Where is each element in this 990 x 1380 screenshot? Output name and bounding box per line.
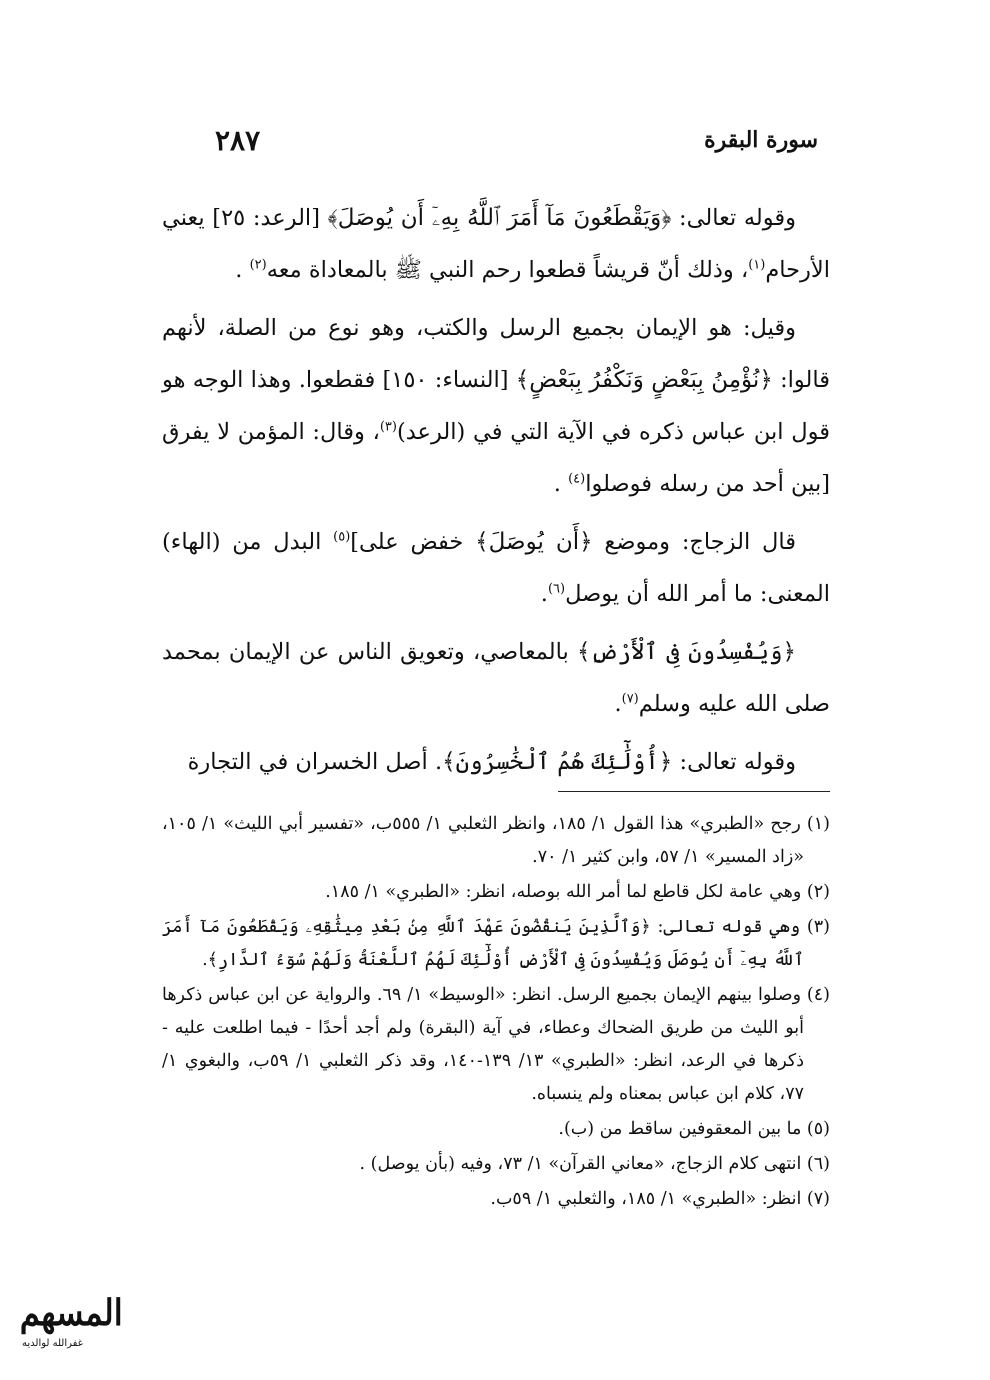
quran-verse: ﴿أُوْلَٰٓئِكَ هُمُ ٱلْخَٰسِرُونَ﴾ [442,749,673,775]
footnote-7: (٧) انظر: «الطبري» ١/ ١٨٥، والثعلبي ١/ ٥٩ب. [490,1189,830,1209]
watermark-logo [8,1292,168,1360]
footnote-divider [558,791,830,792]
paragraph-3 [162,516,830,620]
footnote-ref: (١) [748,257,766,273]
paragraph-5 [162,736,830,788]
text-run: وقوله تعالى: [672,749,796,775]
logo-subtext: غفرالله لوالديه [22,1338,83,1349]
footnote-5: (٥) ما بين المعقوفين ساقط من (ب). [558,1119,830,1139]
paragraph-2 [162,302,830,510]
footnote-ref: (٢) [249,257,267,273]
footnote-ref: (٤) [568,471,586,487]
text-run: البدل من (الهاء) المعنى: ما أمر الله أن يوصل [162,529,830,607]
footnote-1: (١) رجح «الطبري» هذا القول ١/ ١٨٥، وانظر الثعلبي ١/ ٥٥٥ب، «تفسير أبي الليث» ١/ ١٠٥، «زاد المسير» ١/ ٥٧، وابن كثير ١/ ٧٠. [162,814,830,867]
text-run: خفض على] [350,529,476,555]
footnote-ref: (٦) [547,581,566,597]
text-run: [الرعد: ٢٥] يعني الأرحام [162,205,830,283]
logo-text: المسهم [19,1292,123,1334]
text-run: [النساء: ١٥٠] فقطعوا. وهذا الوجه هو قول ابن عباس ذكره في الآية التي في (الرعد) [162,367,830,445]
text-run: ، وقال: المؤمن لا يفرق [بين أحد من رسله فوصلوا [162,419,830,497]
text-run: . [540,581,548,607]
quran-verse: ﴿نُؤْمِنُ بِبَعْضٍ وَنَكْفُرُ بِبَعْضٍ﴾ [515,367,773,393]
footnote-ref: (٣) [379,419,397,435]
footnote-3: (٣) وهي قوله تعالى: ﴿وَٱلَّذِينَ يَنقُضُونَ عَهْدَ ٱللَّهِ مِنۢ بَعْدِ مِيثَٰقِهِۦ وَيَقْطَعُونَ مَآ أَمَرَ ٱللَّهُ بِهِۦٓ أَن يُوصَلَ وَيُفْسِدُونَ فِى ٱلْأَرْضِ أُوْلَٰٓئِكَ لَهُمُ ٱللَّعْنَةُ وَلَهُمْ سُوٓءُ ٱلدَّارِ﴾. [162,917,830,970]
paragraph-4 [162,626,830,730]
page-header [215,118,818,162]
text-run: . أصل الخسران في التجارة [187,749,443,775]
footnote-ref: (٧) [621,691,639,707]
text-run: . [553,471,569,497]
surah-title: سورة البقرة [704,127,818,153]
paragraph-1 [162,192,830,296]
text-run: بالمعاصي، وتعويق الناس عن الإيمان بمحمد صلى الله عليه وسلم [162,639,830,717]
text-run: وقيل: هو الإيمان بجميع الرسل والكتب، وهو نوع من الصلة، لأنهم قالوا: [162,315,830,393]
footnote-4: (٤) وصلوا بينهم الإيمان بجميع الرسل. انظر: «الوسيط» ١/ ٦٩. والرواية عن ابن عباس ذكرها أبو الليث من طريق الضحاك وعطاء، في آية (البقرة) ولم أجد أحدًا - فيما اطلعت عليه - ذكرها في الرعد، انظر: «الطبري» ١٣/ ١٣٩-١٤٠، وقد ذكر الثعلبي ١/ ٥٩ب، والبغوي ١/ ٧٧، كلام ابن عباس بمعناه ولم ينسباه. [162,985,830,1104]
quran-verse: ﴿أَن يُوصَلَ﴾ [475,529,593,555]
main-text [162,192,830,794]
text-run: قال الزجاج: وموضع [592,529,796,555]
footnote-6: (٦) انتهى كلام الزجاج، «معاني القرآن» ١/ ٧٣، وفيه (بأن يوصل) . [359,1154,830,1174]
text-run: ، وذلك أنّ قريشاً قطعوا رحم النبي ﷺ بالمعاداة معه [266,257,749,283]
page-number: ٢٨٧ [215,123,261,157]
quran-verse: ﴿وَيُفْسِدُونَ فِى ٱلْأَرْضِ﴾ [577,639,796,665]
text-run: . [235,257,250,283]
quran-verse: ﴿وَيَقْطَعُونَ مَآ أَمَرَ ٱللَّهُ بِهِۦٓ أَن يُوصَلَ﴾ [327,205,672,231]
footnotes [162,808,830,1218]
footnote-2: (٢) وهي عامة لكل قاطع لما أمر الله بوصله، انظر: «الطبري» ١/ ١٨٥. [325,882,830,902]
text-run: وقوله تعالى: [671,205,796,231]
text-run: . [614,691,622,717]
footnote-ref: (٥) [333,529,351,545]
